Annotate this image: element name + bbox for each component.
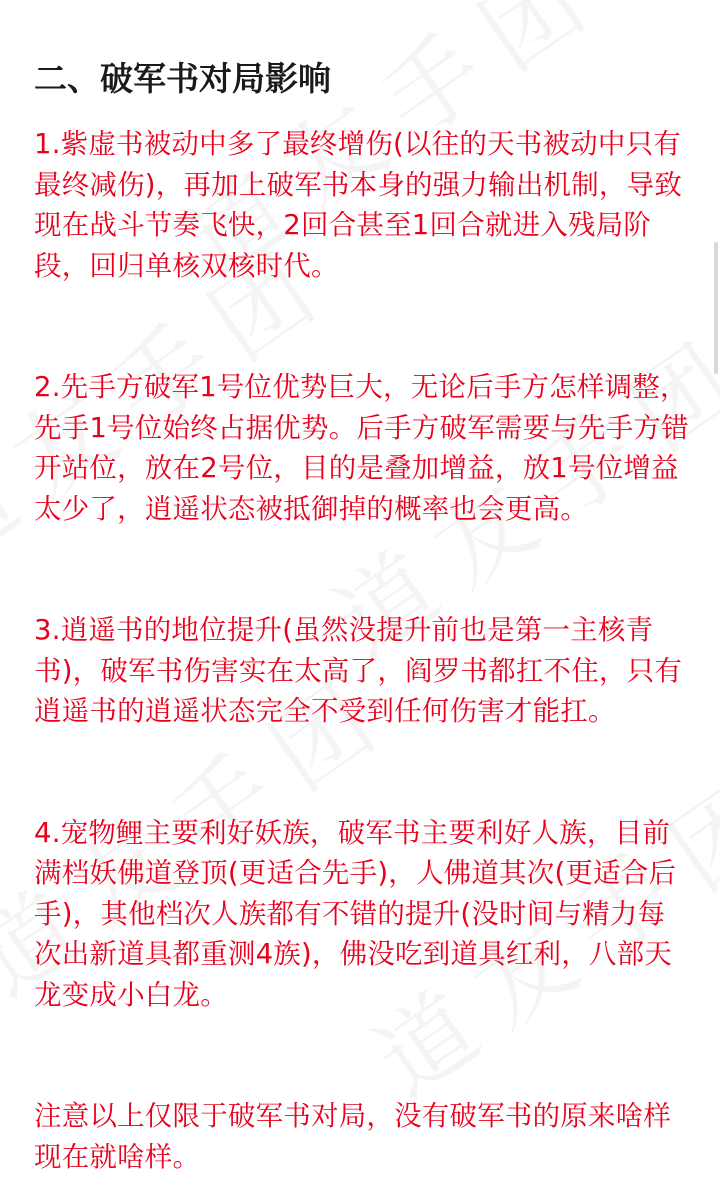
section-title: 二、破军书对局影响 <box>34 59 331 98</box>
paragraph-3: 3.逍遥书的地位提升(虽然没提升前也是第一主核青书)，破军书伤害实在太高了，阎罗书都扛不住，只有逍遥书的逍遥状态完全不受到任何伤害才能扛。 <box>34 614 683 727</box>
paragraph-note: 注意以上仅限于破军书对局，没有破军书的原来啥样现在就啥样。 <box>34 1100 672 1173</box>
paragraph-1: 1.紫虚书被动中多了最终增伤(以往的天书被动中只有最终减伤)，再加上破军书本身的强力输出机制，导致现在战斗节奏飞快，2回合甚至1回合就进入残局阶段，回归单核双核时代。 <box>34 128 683 282</box>
scrollbar[interactable] <box>714 242 718 374</box>
paragraph-2: 2.先手方破军1号位优势巨大，无论后手方怎样调整，先手1号位始终占据优势。后手方破军需要与先手方错开站位，放在2号位，目的是叠加增益，放1号位增益太少了，逍遥状态被抵御掉的概率也会更高。 <box>34 371 689 525</box>
paragraph-4: 4.宠物鲤主要利好妖族，破军书主要利好人族，目前满档妖佛道登顶(更适合先手)，人佛道其次(更适合后手)，其他档次人族都有不错的提升(没时间与精力每次出新道具都重测4族)，佛没吃到道具红利，八部天龙变成小白龙。 <box>34 816 677 1011</box>
